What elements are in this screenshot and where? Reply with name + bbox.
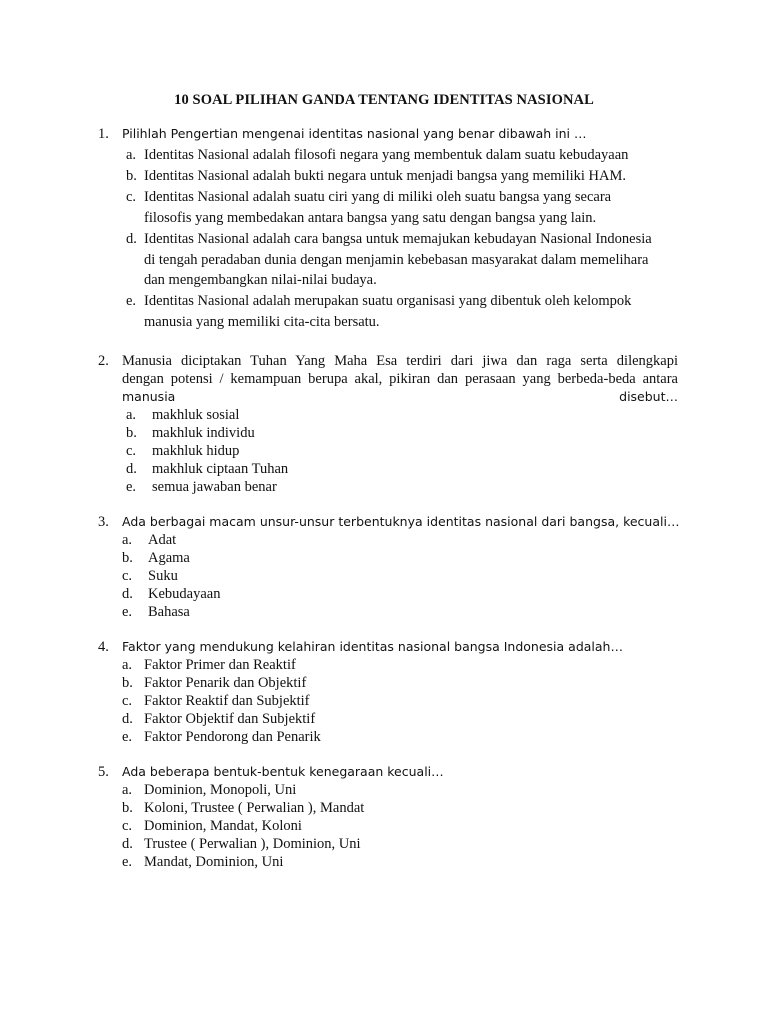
question-number: 3. bbox=[98, 514, 109, 530]
option-letter: a. bbox=[122, 782, 133, 798]
option-text: Faktor Primer dan Reaktif bbox=[144, 657, 296, 673]
option-1d bbox=[126, 230, 686, 290]
option-text: Koloni, Trustee ( Perwalian ), Mandat bbox=[144, 800, 365, 816]
option-5e bbox=[122, 853, 522, 871]
option-3b bbox=[122, 549, 522, 567]
option-2a bbox=[126, 406, 526, 424]
question-number: 4. bbox=[98, 639, 109, 655]
option-letter: b. bbox=[122, 800, 133, 816]
option-letter: b. bbox=[126, 168, 137, 184]
option-4c bbox=[122, 692, 522, 710]
option-2b bbox=[126, 424, 526, 442]
question-number: 2. bbox=[98, 353, 109, 369]
option-4b bbox=[122, 674, 522, 692]
option-letter: a. bbox=[126, 147, 137, 163]
option-letter: c. bbox=[126, 443, 137, 459]
option-letter: c. bbox=[122, 693, 133, 709]
option-text-line: Identitas Nasional adalah suatu ciri yang di miliki oleh suatu bangsa yang secara bbox=[144, 189, 612, 205]
option-5d bbox=[122, 835, 522, 853]
option-text: Agama bbox=[148, 550, 190, 566]
option-4a bbox=[122, 656, 522, 674]
option-text-line: filosofis yang membedakan antara bangsa yang satu dengan bangsa yang lain. bbox=[144, 210, 597, 226]
option-2e bbox=[126, 478, 526, 496]
question-text: Pilihlah Pengertian mengenai identitas nasional yang benar dibawah ini … bbox=[122, 126, 587, 141]
question-5 bbox=[98, 763, 698, 781]
option-1b bbox=[126, 167, 686, 185]
option-letter: c. bbox=[122, 818, 133, 834]
option-letter: c. bbox=[126, 189, 137, 205]
option-5c bbox=[122, 817, 522, 835]
option-text-line: Identitas Nasional adalah merupakan suatu organisasi yang dibentuk oleh kelompok bbox=[144, 293, 632, 309]
question-2 bbox=[98, 352, 678, 408]
option-text: makhluk sosial bbox=[152, 407, 240, 423]
option-letter: c. bbox=[122, 568, 133, 584]
option-text: makhluk ciptaan Tuhan bbox=[152, 461, 289, 477]
question-text-line-3: manusia disebut… bbox=[122, 389, 678, 404]
question-text-line-2: dengan potensi / kemampuan berupa akal, pikiran dan perasaan yang berbeda-beda antara bbox=[122, 371, 678, 387]
question-text: Faktor yang mendukung kelahiran identitas nasional bangsa Indonesia adalah… bbox=[122, 639, 623, 654]
option-3e bbox=[122, 603, 522, 621]
option-letter: a. bbox=[122, 532, 133, 548]
question-text: Ada berbagai macam unsur-unsur terbentuknya identitas nasional dari bangsa, kecuali… bbox=[122, 514, 680, 529]
option-letter: d. bbox=[126, 461, 137, 477]
option-letter: d. bbox=[122, 586, 133, 602]
option-1a bbox=[126, 146, 686, 164]
option-letter: e. bbox=[126, 293, 137, 309]
option-text-line: di tengah peradaban dunia dengan menjamin kebebasan masyarakat dalam memelihara bbox=[144, 252, 649, 268]
option-text: makhluk individu bbox=[152, 425, 255, 441]
option-text: Trustee ( Perwalian ), Dominion, Uni bbox=[144, 836, 361, 852]
option-letter: a. bbox=[122, 657, 133, 673]
option-text-line: manusia yang memiliki cita-cita bersatu. bbox=[144, 314, 380, 330]
question-text-line bbox=[122, 352, 678, 406]
question-text-line-1: Manusia diciptakan Tuhan Yang Maha Esa terdiri dari jiwa dan raga serta dilengkapi bbox=[122, 353, 678, 369]
option-letter: a. bbox=[126, 407, 137, 423]
option-letter: b. bbox=[122, 550, 133, 566]
option-text: Faktor Penarik dan Objektif bbox=[144, 675, 307, 691]
option-2c bbox=[126, 442, 526, 460]
option-letter: e. bbox=[122, 729, 133, 745]
option-5a bbox=[122, 781, 522, 799]
option-text: Adat bbox=[148, 532, 177, 548]
question-4 bbox=[98, 638, 698, 656]
question-number: 1. bbox=[98, 126, 109, 142]
question-3 bbox=[98, 513, 698, 531]
option-text: Faktor Pendorong dan Penarik bbox=[144, 729, 321, 745]
option-5b bbox=[122, 799, 522, 817]
option-4e bbox=[122, 728, 522, 746]
option-text: Suku bbox=[148, 568, 178, 584]
option-text: Faktor Reaktif dan Subjektif bbox=[144, 693, 310, 709]
option-1e bbox=[126, 292, 686, 332]
option-text: Dominion, Mandat, Koloni bbox=[144, 818, 302, 834]
option-text: Bahasa bbox=[148, 604, 190, 620]
option-text: Dominion, Monopoli, Uni bbox=[144, 782, 297, 798]
option-3a bbox=[122, 531, 522, 549]
option-3d bbox=[122, 585, 522, 603]
question-number: 5. bbox=[98, 764, 109, 780]
option-text: semua jawaban benar bbox=[152, 479, 277, 495]
option-text-line: dan mengembangkan nilai-nilai budaya. bbox=[144, 272, 377, 288]
option-text: makhluk hidup bbox=[152, 443, 240, 459]
option-letter: e. bbox=[122, 854, 133, 870]
option-1c bbox=[126, 188, 686, 228]
option-letter: b. bbox=[122, 675, 133, 691]
option-2d bbox=[126, 460, 526, 478]
question-text: Ada beberapa bentuk-bentuk kenegaraan kecuali… bbox=[122, 764, 444, 779]
option-text: Identitas Nasional adalah filosofi negara yang membentuk dalam suatu kebudayaan bbox=[144, 147, 629, 163]
option-letter: b. bbox=[126, 425, 137, 441]
option-text: Kebudayaan bbox=[148, 586, 221, 602]
option-3c bbox=[122, 567, 522, 585]
option-text-line: Identitas Nasional adalah cara bangsa untuk memajukan kebudayan Nasional Indonesia bbox=[144, 231, 652, 247]
option-text: Identitas Nasional adalah bukti negara untuk menjadi bangsa yang memiliki HAM. bbox=[144, 168, 627, 184]
option-letter: e. bbox=[122, 604, 133, 620]
option-letter: d. bbox=[122, 711, 133, 727]
question-1 bbox=[98, 125, 698, 143]
option-4d bbox=[122, 710, 522, 728]
document-title: 10 SOAL PILIHAN GANDA TENTANG IDENTITAS NASIONAL bbox=[174, 92, 594, 108]
option-letter: d. bbox=[126, 231, 137, 247]
option-letter: e. bbox=[126, 479, 137, 495]
option-text: Faktor Objektif dan Subjektif bbox=[144, 711, 316, 727]
option-text: Mandat, Dominion, Uni bbox=[144, 854, 284, 870]
option-letter: d. bbox=[122, 836, 133, 852]
